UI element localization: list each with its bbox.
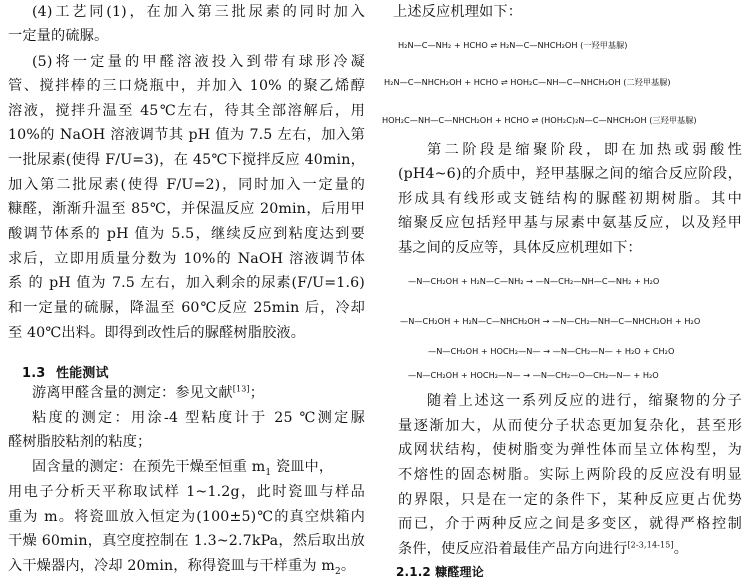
text-run: ；: [249, 385, 265, 401]
text-run: 条件，使反应沿着最佳产品方向进行: [398, 541, 628, 557]
text-line: 糠醛，渐渐升温至 85℃，并保温反应 20min，后用甲: [8, 201, 365, 217]
text-line: 量逐渐加大，从而使分子状态更加复杂化，甚至形: [398, 418, 742, 434]
text-line: 形成具有线形或支链结构的脲醛初期树脂。其中: [398, 191, 742, 207]
section-title: 性能测试: [56, 366, 109, 381]
text-run: 。: [673, 541, 689, 557]
subscript: 1: [265, 467, 272, 478]
text-line: (5)将一定量的甲醛溶液投入到带有球形冷凝: [32, 54, 365, 70]
text-run: 游离甲醛含量的测定：参见文献: [32, 385, 233, 401]
text-line: [8, 556, 355, 576]
text-line: 加入第二批尿素(使得 F/U=2)，同时加入一定量的: [8, 177, 365, 193]
text-line: 求后，立即用质量分数为 10%的 NaOH 溶液调节体: [8, 251, 365, 267]
text-run: 。: [340, 558, 356, 574]
section-heading: [22, 364, 109, 384]
subscript: 2: [334, 566, 341, 577]
text-line: 醛树脂胶粘剂的粘度；: [8, 434, 152, 450]
text-line: 随着上述这一系列反应的进行，缩聚物的分子: [427, 393, 742, 409]
text-line: 一定量的硫脲。: [8, 28, 109, 44]
reaction-equation: —N—CH₂OH + HOCH₂—N— → —N—CH₂—O—CH₂—N— + H₂O: [408, 370, 659, 380]
text-line: 基之间的反应等，具体反应机理如下：: [398, 240, 642, 256]
text-line: (4)工艺同(1)，在加入第三批尿素的同时加入: [32, 4, 365, 20]
text-line: 管、搅拌棒的三口烧瓶中，并加入 10% 的聚乙烯醇: [8, 78, 365, 94]
text-run: 入干燥器内，冷却 20min，称得瓷皿与干样重为 m: [8, 558, 335, 574]
text-line: 的界限，只是在一定的条件下，某种反应更占优势: [398, 492, 742, 508]
reaction-equation: HOH₂C—NH—C—NHCH₂OH + HCHO ⇌ (HOH₂C)₂N—C—NHCH₂OH (三羟甲基脲): [382, 115, 697, 125]
reaction-equation: —N—CH₂OH + H₂N—C—NH₂ → —N—CH₂—NH—C—NH₂ + H₂O: [408, 276, 660, 286]
text-run: 瓷皿中，: [271, 459, 334, 475]
subsection-heading: 2.1.2 糠醛理论: [396, 565, 484, 579]
citation: [2-3,14-15]: [627, 540, 674, 550]
text-line: [32, 383, 264, 403]
text-run: 固含量的测定：在预先干燥至恒重 m: [32, 459, 266, 475]
reaction-equation: H₂N—C—NHCH₂OH + HCHO ⇌ HOH₂C—NH—C—NHCH₂OH (二羟甲基脲): [384, 77, 671, 87]
text-line: (pH4~6)的介质中，羟甲基脲之间的缩合反应阶段，: [398, 166, 742, 182]
text-line: 酸调节体系的 pH 值为 5.5，继续反应到粘度达到要: [8, 226, 365, 242]
text-line: 不熔性的固态树脂。实际上两阶段的反应没有明显: [398, 467, 742, 483]
text-line: [398, 539, 688, 559]
text-line: 一批尿素(使得 F/U=3)，在 45℃下搅拌反应 40min，: [8, 152, 365, 168]
text-line: [32, 457, 333, 477]
text-line: 粘度的测定：用涂-4 型粘度计于 25 ℃测定脲: [32, 410, 365, 426]
text-line: 溶液，搅拌升温至 45℃左右，待其全部溶解后，用: [8, 103, 365, 119]
section-number: 1.3: [22, 366, 46, 381]
text-line: 上述反应机理如下：: [393, 4, 523, 20]
reaction-equation: —N—CH₂OH + HOCH₂—N— → —N—CH₂—N— + H₂O + CH₂O: [428, 346, 675, 356]
reaction-equation: H₂N—C—NH₂ + HCHO ⇌ H₂N—C—NHCH₂OH (一羟甲基脲): [398, 40, 628, 50]
text-line: 而已，介于两种反应之间是多变区，就得严格控制: [398, 516, 742, 532]
reaction-equation: —N—CH₂OH + H₂N—C—NHCH₂OH → —N—CH₂—NH—C—NHCH₂OH + H₂O: [400, 316, 701, 326]
text-line: 干燥 60min，真空度控制在 1.3~2.7kPa，然后取出放: [8, 533, 365, 549]
text-line: 和一定量的硫脲，降温至 60℃反应 25min 后，冷却: [8, 300, 365, 316]
text-line: 系 的 pH 值为 7.5 左右，加入剩余的尿素(F/U=1.6): [8, 275, 365, 291]
text-line: 第二阶段是缩聚阶段，即在加热或弱酸性: [427, 142, 742, 158]
text-line: 重为 m。将瓷皿放入恒定为(100±5)℃的真空烘箱内: [8, 509, 365, 525]
citation: [13]: [232, 384, 250, 394]
text-line: 10%的 NaOH 溶液调节其 pH 值为 7.5 左右，加入第: [8, 127, 365, 143]
text-line: 至 40℃出料。即得到改性后的脲醛树脂胶液。: [8, 325, 306, 341]
text-line: 缩聚反应包括羟甲基与尿素中氨基反应，以及羟甲: [398, 215, 742, 231]
text-line: 用电子分析天平称取试样 1~1.2g，此时瓷皿与样品: [8, 484, 365, 500]
text-line: 成网状结构，使树脂变为弹性体而呈立体构型，为: [398, 442, 742, 458]
